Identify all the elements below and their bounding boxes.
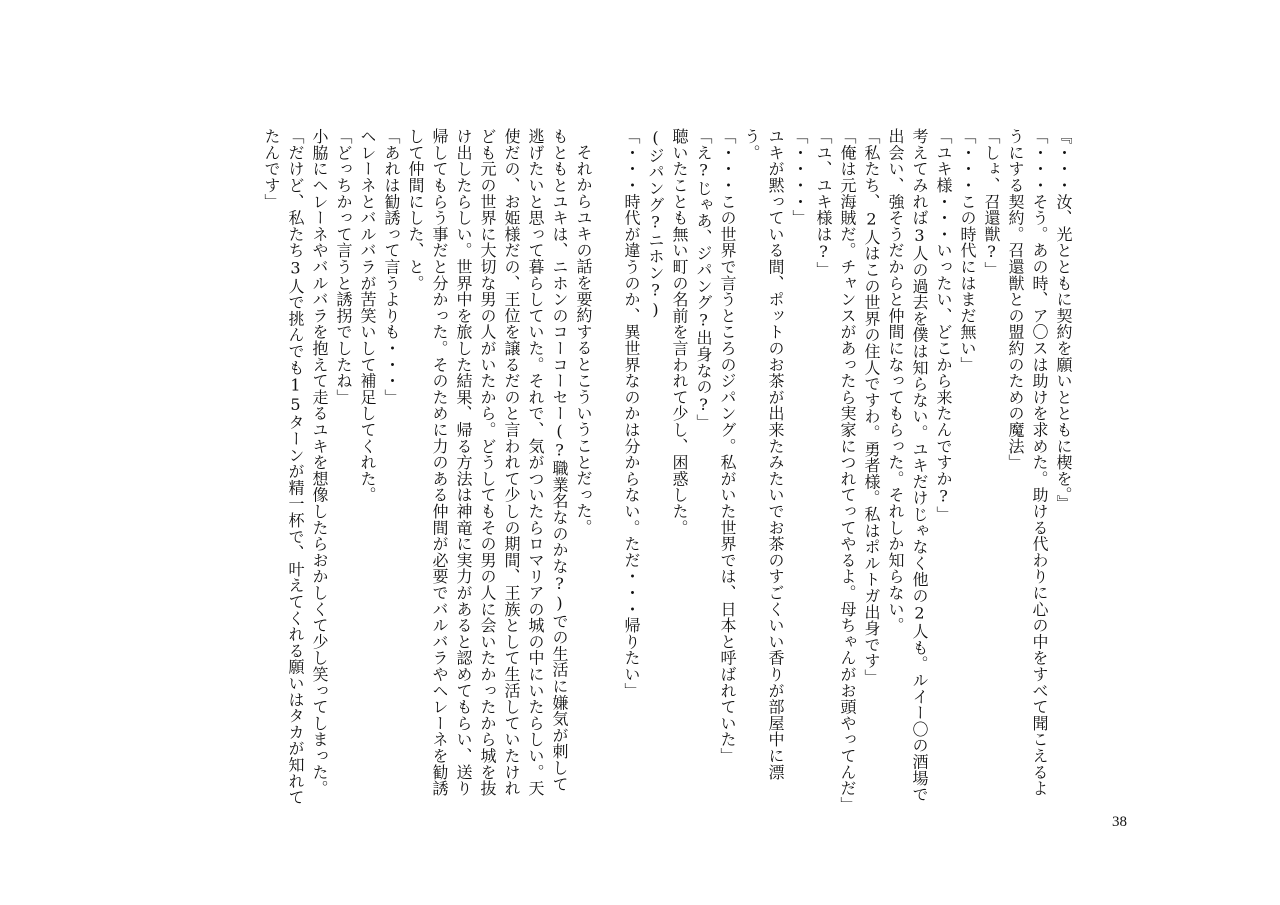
text-line: 「え?じゃあ、ジパング?出身なの?」 <box>694 128 713 431</box>
text-line: 「ユキ様・・・いったい、どこから来たんですか?」 <box>934 128 953 523</box>
text-line: ユキが黙っている間、ポットのお茶が出来たみたいでお茶のすごくいい香りが部屋中に漂う。 <box>742 128 785 780</box>
text-line: 『・・・汝、光とともに契約を願いとともに楔を。』 <box>1054 128 1073 512</box>
page-number: 38 <box>1112 814 1127 830</box>
text-line: 「私たち、2人はこの世界の住人ですわ。勇者様。私はポルトガ出身です」 <box>862 128 881 686</box>
text-line: 「だけど、私たち3人で挑んでも15ターンが精一杯で、叶えてくれる願いはタカが知れてたんです」 <box>262 128 305 806</box>
blank-line <box>595 128 619 808</box>
text-line: 聴いたことも無い町の名前を言われて少し、困惑した。 <box>670 128 689 536</box>
text-line: 「・・・・」 <box>790 128 809 226</box>
text-line: もともとユキは、ニホンのコーコーセー(?職業名なのかな?)での生活に嫌気が刺して逃げたいと思って暮らしていた。それで、気がついたらロマリアの城の中にいたらしい。天使だの、お姫様だの、王位を譲るだのと言われて少しの期間、王族として生活していたけれども元の世界に大切な男の人がいたから。どうしてもその男の人に会いたかったから城を抜け出したらしい。世界中を旅した結果、帰る方法は神竜に実力があると認めてもらい、送り帰してもらう事だと分かった。そのために力のある仲間が必要でバルバラやヘレーネを勧誘して仲間にした、と。 <box>406 128 569 797</box>
text-line: 「・・・そう。あの時、ア〇スは助けを求めた。助ける代わりに心の中をすべて聞こえるようにする契約。召還獣との盟約のための魔法」 <box>1006 128 1049 797</box>
text-line: ヘレーネとバルバラが苦笑いして補足してくれた。 <box>358 128 377 503</box>
text-line: 「・・・この世界で言うところのジパング。私がいた世界では、日本と呼ばれていた」 <box>718 128 737 764</box>
text-line: 「どっちかって言うと誘拐でしたね」 <box>334 128 353 406</box>
text-line: 「あれは勧誘って言うよりも・・・」 <box>382 128 401 406</box>
text-line: 小脇にヘレーネやバルバラを抱えて走るユキを想像したらおかしくて少し笑ってしまった。 <box>310 128 329 797</box>
text-line: それからユキの話を要約するとこういうことだった。 <box>574 144 593 536</box>
text-line: 「・・・時代が違うのか、異世界なのかは分からない。ただ・・・帰りたい」 <box>622 128 641 699</box>
text-line: 「ユ、ユキ様は?」 <box>814 128 833 278</box>
text-line: (ジパング?ニホン?) <box>646 128 665 320</box>
vertical-text-body <box>259 128 1075 813</box>
text-line: 「しょ、召還獣?」 <box>982 128 1001 278</box>
text-line: 考えてみれば3人の過去を僕は知らない。ユキだけじゃなく他の2人も。ルイー〇の酒場で出会い、強そうだからと仲間になってもらった。それしか知らない。 <box>886 128 929 803</box>
text-line: 「俺は元海賊だ。チャンスがあったら実家につれてってやるよ。母ちゃんがお頭やってんだ」 <box>838 128 857 813</box>
text-line: 「・・・この時代にはまだ無い」 <box>958 128 977 373</box>
